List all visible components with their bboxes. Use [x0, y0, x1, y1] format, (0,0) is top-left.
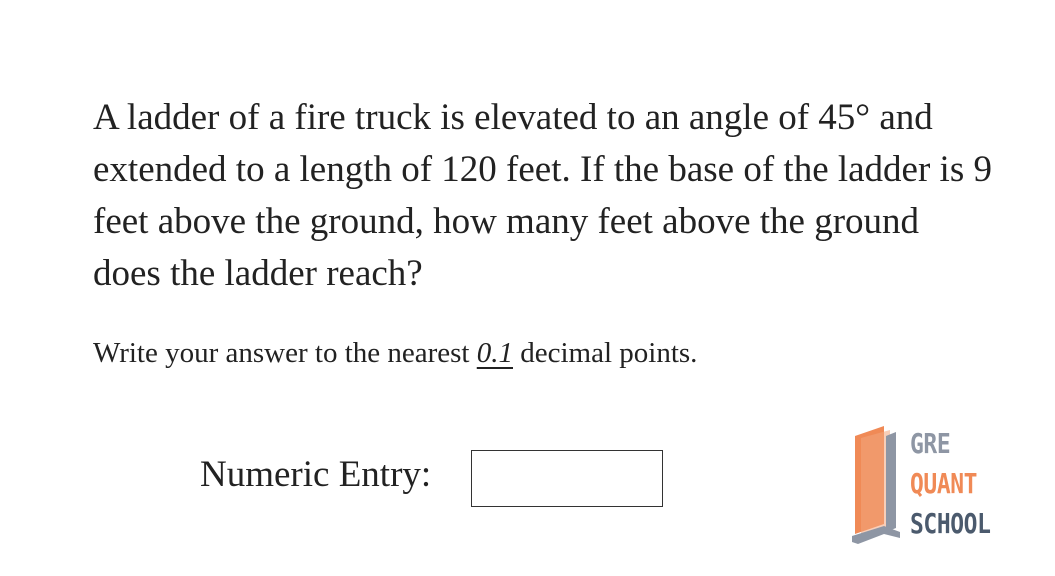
- question-text: A ladder of a fire truck is elevated to an angle of 45° and extended to a length of 120 feet. If the base of the ladder is 9 feet above the ground, how many feet above the ground does the ladder reach?: [93, 97, 992, 294]
- logo-line-school: SCHOOL: [910, 507, 991, 540]
- instruction-suffix: decimal points.: [513, 337, 698, 369]
- precision-value: 0.1: [476, 337, 513, 369]
- open-book-icon: [850, 424, 906, 544]
- answer-instruction: [93, 334, 697, 372]
- numeric-entry-input[interactable]: [471, 450, 663, 507]
- logo-line-gre: GRE: [910, 427, 951, 460]
- logo-line-quant: QUANT: [910, 467, 978, 500]
- instruction-prefix: Write your answer to the nearest: [93, 337, 477, 369]
- numeric-entry-label: Numeric Entry:: [200, 454, 432, 495]
- gre-quant-school-logo: [850, 424, 1030, 544]
- logo-wordmark: [910, 424, 990, 544]
